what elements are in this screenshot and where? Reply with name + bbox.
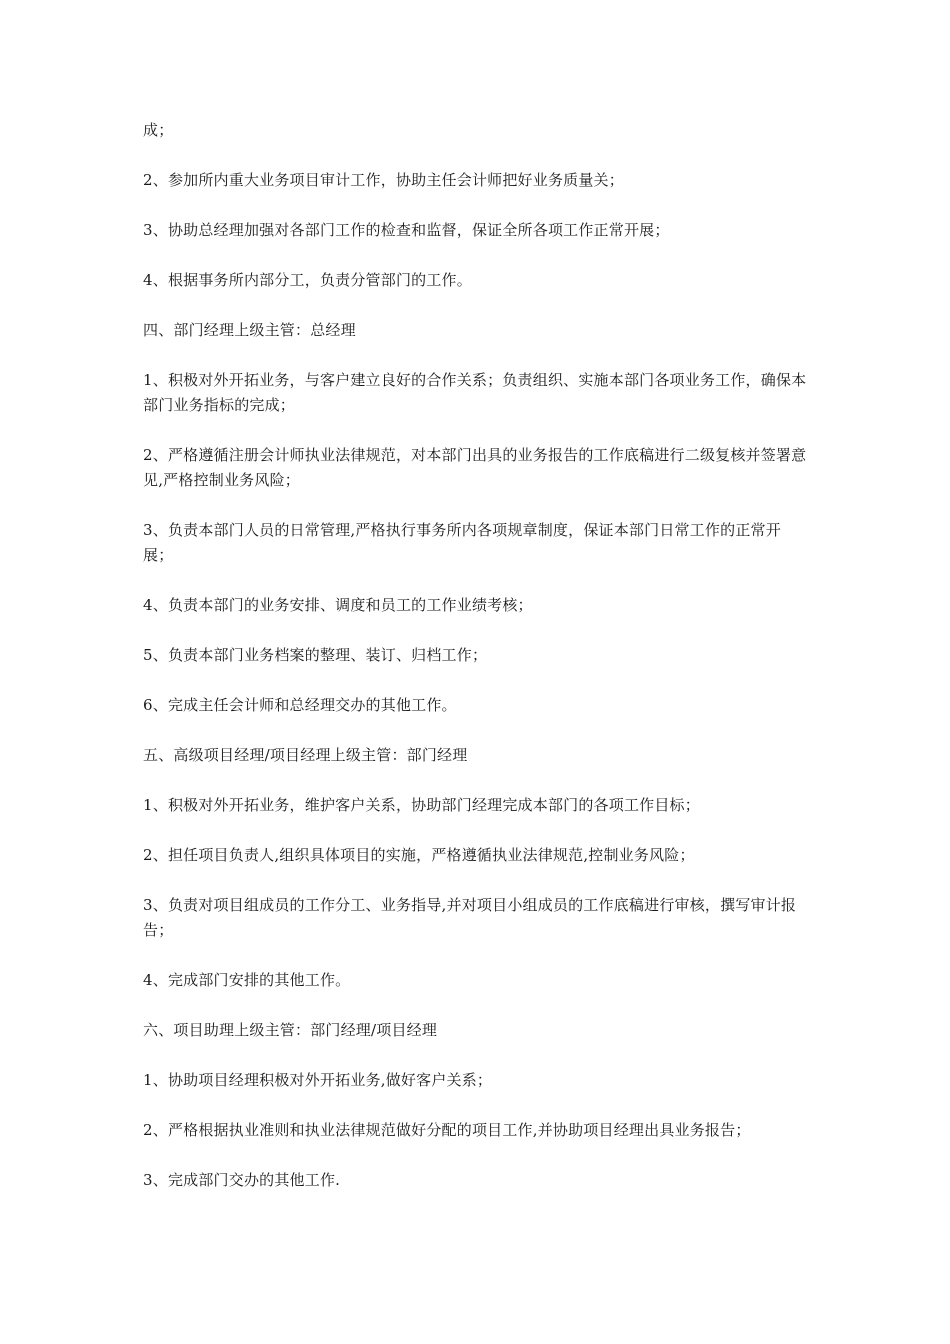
- paragraph-item: 2、严格根据执业准则和执业法律规范做好分配的项目工作,并协助项目经理出具业务报告；: [143, 1121, 751, 1139]
- paragraph-item: 4、负责本部门的业务安排、调度和员工的工作业绩考核；: [143, 596, 533, 614]
- paragraph-item: 2、严格遵循注册会计师执业法律规范，对本部门出具的业务报告的工作底稿进行二级复核并签署意见,严格控制业务风险；: [143, 446, 807, 489]
- paragraph-continuation: 成；: [143, 121, 174, 139]
- paragraph-item: 5、负责本部门业务档案的整理、装订、归档工作；: [143, 646, 488, 664]
- paragraph-item: 2、担任项目负责人,组织具体项目的实施，严格遵循执业法律规范,控制业务风险；: [143, 846, 695, 864]
- paragraph-item: 3、负责本部门人员的日常管理,严格执行事务所内各项规章制度，保证本部门日常工作的正常开展；: [143, 521, 781, 564]
- paragraph-item: 4、完成部门安排的其他工作。: [143, 971, 351, 989]
- paragraph-item: 1、协助项目经理积极对外开拓业务,做好客户关系；: [143, 1071, 493, 1089]
- section-heading: 五、高级项目经理/项目经理上级主管：部门经理: [143, 746, 468, 764]
- paragraph-item: 2、参加所内重大业务项目审计工作，协助主任会计师把好业务质量关；: [143, 171, 624, 189]
- paragraph-item: 3、协助总经理加强对各部门工作的检查和监督，保证全所各项工作正常开展；: [143, 221, 670, 239]
- paragraph-item: 6、完成主任会计师和总经理交办的其他工作。: [143, 696, 457, 714]
- paragraph-item: 3、完成部门交办的其他工作.: [143, 1171, 341, 1189]
- paragraph-item: 1、积极对外开拓业务，维护客户关系，协助部门经理完成本部门的各项工作目标；: [143, 796, 700, 814]
- paragraph-item: 3、负责对项目组成员的工作分工、业务指导,并对项目小组成员的工作底稿进行审核，撰写审计报告；: [143, 896, 797, 939]
- paragraph-item: 4、根据事务所内部分工，负责分管部门的工作。: [143, 271, 472, 289]
- section-heading: 六、项目助理上级主管：部门经理/项目经理: [143, 1021, 438, 1039]
- document-body: [143, 118, 808, 1218]
- paragraph-item: 1、积极对外开拓业务，与客户建立良好的合作关系；负责组织、实施本部门各项业务工作，确保本部门业务指标的完成；: [143, 371, 807, 414]
- section-heading: 四、部门经理上级主管：总经理: [143, 321, 356, 339]
